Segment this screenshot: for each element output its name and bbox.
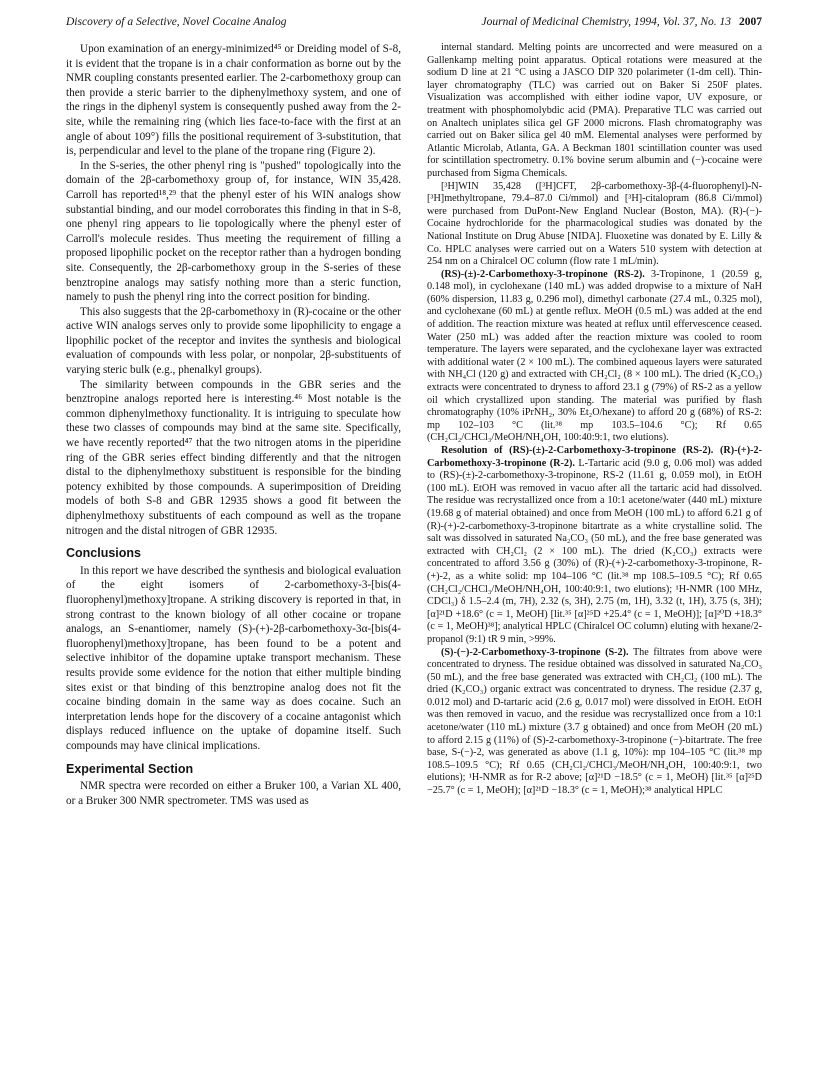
paragraph-s-series: In the S-series, the other phenyl ring is "pushed" topologically into the domain of the 2β-carbomethoxy group of, for instance, WIN 35,428. Carroll has reported¹⁸,²⁹ that the phenyl ester of his WIN analogs show substantial binding, and our model corroborates this finding in that in S-8, one phenyl ring appears to lie topologically where the phenyl ester of Carroll's molecule resides. Thus meeting the requirement of filling a proposed lipophilic pocket on the receptor rather than a hydrogen bonding site. Consequently, the 2β-carbomethoxy group in the S-series of these benztropine analogs may satisfy nothing more than a steric function, namely to push the phenyl ring into the correct position for binding. bbox=[66, 159, 401, 304]
page-number: 2007 bbox=[739, 16, 762, 28]
paragraph-nmr: NMR spectra were recorded on either a Bruker 100, a Varian XL 400, or a Bruker 300 NMR spectrometer. TMS was used as bbox=[66, 780, 401, 807]
journal-citation bbox=[482, 16, 762, 28]
paragraph-resolution bbox=[427, 445, 762, 647]
journal-name: Journal of Medicinal Chemistry, 1994, Vol. 37, No. 13 bbox=[481, 16, 731, 28]
paragraph-general-methods: internal standard. Melting points are uncorrected and were measured on a Gallenkamp melting point apparatus. Optical rotations were measured at the sodium D line at 21 °C using a JASCO DIP 320 polarimeter (1-dm cell). Thin-layer chromatography (TLC) was carried out on Baker Si 250F plates. Visualization was accomplished with either iodine vapor, UV exposure, or treatment with phosphomolybdic acid (PMA). Preparative TLC was carried out on Analtech uniplates silica gel GF 2000 microns. Flash chromatography was carried out on Baker silica gel 40 mM. Elemental analyses were performed by Atlantic Microlab, Atlanta, GA. A Beckman 1801 scintillation counter was used for scintillation spectrometry. 0.1% bovine serum albumin and (−)-cocaine were purchased from Sigma Chemicals. bbox=[427, 42, 762, 179]
compound-title-r-2: Resolution of (RS)-(±)-2-Carbomethoxy-3-tropinone (RS-2). (R)-(+)-2-Carbomethoxy-3-tropinone (R-2). bbox=[427, 445, 762, 469]
conclusions-heading: Conclusions bbox=[66, 546, 142, 561]
right-column bbox=[427, 42, 762, 1052]
running-header bbox=[66, 16, 762, 32]
paragraph-rs-2 bbox=[427, 269, 762, 445]
paragraph-conclusions: In this report we have described the synthesis and biological evaluation of the eight isomers of 2-carbomethoxy-3-[bis(4-fluorophenyl)methoxy]tropane. A striking discovery is reported in that, in strong contrast to the known biology of all other cocaine or tropane analogs, an S-enantiomer, namely (S)-(+)-2β-carbomethoxy-3α-[bis(4-fluorophenyl)methoxy]tropane, has been found to be a potent and selective inhibitor of the dopamine uptake transport mechanism. These results provide some evidence for the notion that either multiple binding sites exist or that binding of this benztropine analog does not fit the cocaine binding domain in the same way as does cocaine. Such an interpretation lends hope for the discovery of a cocaine antagonist which displays reduced influence on the uptake of dopamine itself. Such compounds may have clinical implications. bbox=[66, 564, 401, 752]
running-title: Discovery of a Selective, Novel Cocaine Analog bbox=[66, 16, 287, 28]
experimental-heading: Experimental Section bbox=[66, 761, 194, 776]
procedure-rs-2: 3-Tropinone, 1 (20.59 g, 0.148 mol), in cyclohexane (140 mL) was added dropwise to a mixture of NaH (60% dispersion, 11.83 g, 0.296 mol), dimethyl carbonate (27.4 mL, 0.325 mol), and cyclohexane (60 mL) at gentle reflux. MeOH (0.5 mL) was added at the end of addition. The reaction mixture was heated at reflux until effervescence ceased. Water (250 mL) was added after the reaction mixture was cooled to room temperature. The layers were separated, and the cyclohexane layer was extracted with additional water (2 × 100 mL). The combined aqueous layers were saturated with NH₄Cl (120 g) and extracted with CH₂Cl₂ (8 × 100 mL). The dried (K₂CO₃) extracts were concentrated to dryness to afford 23.1 g (79%) of RS-2 as a yellow oil which crystallized upon standing. The material was purified by flash chromatography (10% iPrNH₂, 30% Et₂O/hexane) to afford 20 g (68%) of RS-2: mp 102–103 °C (lit.³⁸ mp 103.5–104.6 °C); Rf 0.65 (CH₂Cl₂/CHCl₃/MeOH/NH₄OH, 100:40:9:1, two elutions). bbox=[427, 268, 762, 444]
compound-title-s-2: (S)-(−)-2-Carbomethoxy-3-tropinone (S-2). bbox=[441, 646, 629, 658]
compound-title-rs-2: (RS)-(±)-2-Carbomethoxy-3-tropinone (RS-2). bbox=[441, 268, 645, 280]
procedure-r-2: L-Tartaric acid (9.0 g, 0.06 mol) was added to (RS)-(±)-2-carbomethoxy-3-tropinone, RS-2 (11.61 g, 0.059 mol), in EtOH (100 mL). EtOH was removed in vacuo after all the tartaric acid had dissolved. The residue was recrystallized once from a 10:1 acetone/water (440 mL) mixture (19.68 g of material obtained) and once from MeOH (100 mL) to afford 6.21 g of (R)-(+)-2-carbomethoxy-3-tropinone bitartrate as a white crystalline solid. The salt was dissolved in saturated Na₂CO₃ (50 mL), and the free base generated was extracted with CH₂Cl₂ (2 × 100 mL). The dried (K₂CO₃) extracts were concentrated to afford 3.56 g (30%) of (R)-(+)-2-carbomethoxy-3-tropinone, R-(+)-2, as a white solid: mp 104–106 °C (lit.³⁸ mp 108.5–109.5 °C); Rf 0.65 (CH₂Cl₂/CHCl₃/MeOH/NH₄OH, 100:40:9:1, two elutions); ¹H-NMR (100 MHz, CDCl₃) δ 1.5–2.4 (m, 7H), 2.32 (s, 3H), 2.75 (m, 1H), 3.32 (t, 1H), 3.75 (s, 3H); [α]²¹D +18.6° (c = 1, MeOH) [lit.³⁵ [α]²⁵D +25.4° (c = 1, MeOH)]; [α]²⁰D +18.3° (c = 1, MeOH)³⁸]; analytical HPLC (Chiralcel OC column) eluting with hexane/2-propanol (9:1) tR 9 min, >99%. bbox=[427, 457, 762, 645]
paragraph-materials: [³H]WIN 35,428 ([³H]CFT, 2β-carbomethoxy-3β-(4-fluorophenyl)-N-[³H]methyltropane, 79.4–87.0 Ci/mmol) and [³H]-citalopram (86.8 Ci/mmol) were purchased from DuPont-New England Nuclear (Boston, MA). (R)-(−)-Cocaine hydrochloride for the pharmacological studies was donated by the National Institute on Drug Abuse [NIDA]. Fluoxetine was donated by E. Lilly & Co. HPLC analyses were carried out on a Waters 510 system with detection at 254 nm on a Chiralcel OC column (flow rate 1 mL/min). bbox=[427, 180, 762, 268]
paragraph-lipophilicity: This also suggests that the 2β-carbomethoxy in (R)-cocaine or the other active WIN analogs serves only to provide some lipophilicity to engage a lipophilic pocket of the receptor and invites the synthesis and biological evaluation of compounds with less polar, or nonpolar, 2β-substituents of varying steric bulk (e.g., phenalkyl groups). bbox=[66, 305, 401, 377]
paragraph-model-conformation: Upon examination of an energy-minimized⁴⁵ or Dreiding model of S-8, it is evident that the tropane is in a chair conformation as borne out by the NMR coupling constants presented earlier. The 2-carbomethoxy group can then provide a steric barrier to the diphenylmethoxy system, and one of the rings in the diphenyl system is consequently pushed away from the 2-site, while the remaining ring (which lies face-to-face with the first at an angle of about 109°) fills the positional requirement of 3-substitution, that is, perpendicular and level to the plane of the tropane ring (Figure 2). bbox=[66, 43, 401, 158]
procedure-s-2: The filtrates from above were concentrated to dryness. The residue obtained was dissolved in saturated Na₂CO₃ (50 mL), and the free base generated was extracted with CH₂Cl₂ (100 mL). The dried (K₂CO₃) organic extract was concentrated to dryness. The residue (2.37 g, 0.012 mol) and D-tartaric acid (2.6 g, 0.017 mol) were dissolved in EtOH. EtOH was then removed in vacuo, and the residue was recrystallized once from a 10:1 acetone/water (110 mL) mixture (3.7 g obtained) and once from MeOH (20 mL) to afford 2.15 g (11%) of (S)-2-carbomethoxy-3-tropinone (−)-bitartrate. The free base, S-(−)-2, was generated as above (1.1 g, 10%): mp 104–105 °C (lit.³⁸ mp 108.5–109.5 °C); Rf 0.65 (CH₂Cl₂/CHCl₃/MeOH/NH₄OH, 100:40:9:1, two elutions); ¹H-NMR as for R-2 above; [α]²¹D −18.5° (c = 1, MeOH) [lit.³⁵ [α]²⁵D −25.7° (c = 1, MeOH); [α]²¹D −18.3° (c = 1, MeOH);³⁸ analytical HPLC bbox=[427, 646, 762, 797]
paragraph-gbr-similarity: The similarity between compounds in the GBR series and the benztropine analogs reported here is interesting.⁴⁶ Most notable is the common diphenylmethoxy functionality. It is intriguing to speculate how these two classes of compounds may bind at the same site. Specifically, we have recently reported⁴⁷ that the two nitrogen atoms in the piperidine ring of the GBR series effect binding differently and that the nitrogen distal to the diphenylmethoxy substituent is responsible for the binding potency exhibited by those compounds. A superimposition of Dreiding models of both S-8 and GBR 12935 shows a good fit between the diphenylmethoxy substituents of each compound as well as the tropane nitrogen and the distal nitrogen of GBR 12935. bbox=[66, 378, 401, 537]
left-column bbox=[66, 42, 401, 1052]
paragraph-s-2 bbox=[427, 647, 762, 798]
